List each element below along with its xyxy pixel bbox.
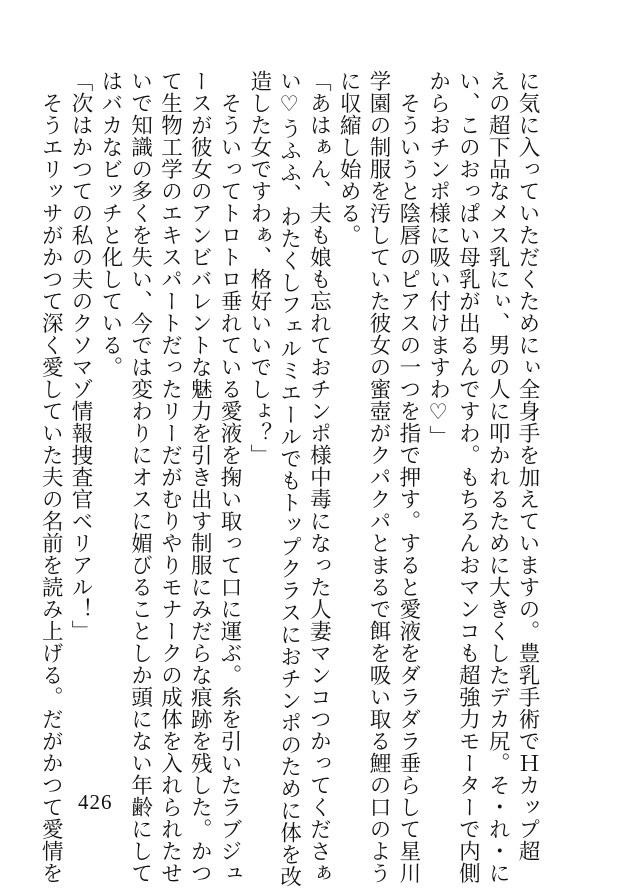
- text-column: い、このおっぱい母乳が出るんですわ。もちろんおマンコも超強力モーターで内側: [455, 70, 481, 884]
- text-column: ースが彼女のアンビバレントな魅力を引き出す制服にみだらな痕跡を残した。かつ: [187, 70, 213, 884]
- text-column: て生物工学のエキスパートだったリーだがむりやりモナークの成体を入れられたせ: [157, 70, 183, 884]
- text-column: 学園の制服を汚していた彼女の蜜壺がクパクパとまるで餌を吸い取る鯉の口のよう: [366, 70, 392, 884]
- text-column: 造した女ですわぁ、格好いいでしょ？」: [246, 70, 272, 466]
- page-number: 426: [78, 790, 113, 814]
- text-column: そういうと陰唇のピアスの一つを指で押す。すると愛液をダラダラ垂らして星川: [395, 70, 421, 884]
- text-column: そうエリッサがかつて深く愛していた夫の名前を読み上げる。だがかつて愛情を: [38, 70, 64, 884]
- text-column: はバカなビッチと化している。: [97, 70, 123, 378]
- text-column: いで知識の多くを失い、今では変わりにオスに媚びることしか頭にない年齢にして: [127, 70, 153, 884]
- text-column: い♡うふふ、わたくしフェルミエールでもトップクラスにおチンポのために体を改: [276, 70, 302, 888]
- text-column: からおチンポ様に吸い付けますわ♡」: [425, 70, 451, 448]
- text-column: えの超下品なメス乳にぃ、男の人に叩かれるために大きくしたデカ尻。そ・れ・に: [485, 70, 511, 884]
- text-column: に収縮し始める。: [336, 70, 362, 246]
- text-column: そういってトロトロ垂れている愛液を掬い取って口に運ぶ。糸を引いたラブジュ: [217, 70, 243, 884]
- text-column: に気に入っていただくためにぃ全身手を加えていますの。豊乳手術でＨカップ超: [515, 70, 540, 862]
- text-column: 「あはぁん、夫も娘も忘れておチンポ様中毒になった人妻マンコつかってくださぁ: [306, 70, 332, 884]
- text-column: 「次はかつての私の夫のクソマゾ情報捜査官ベリアル！」: [68, 70, 94, 642]
